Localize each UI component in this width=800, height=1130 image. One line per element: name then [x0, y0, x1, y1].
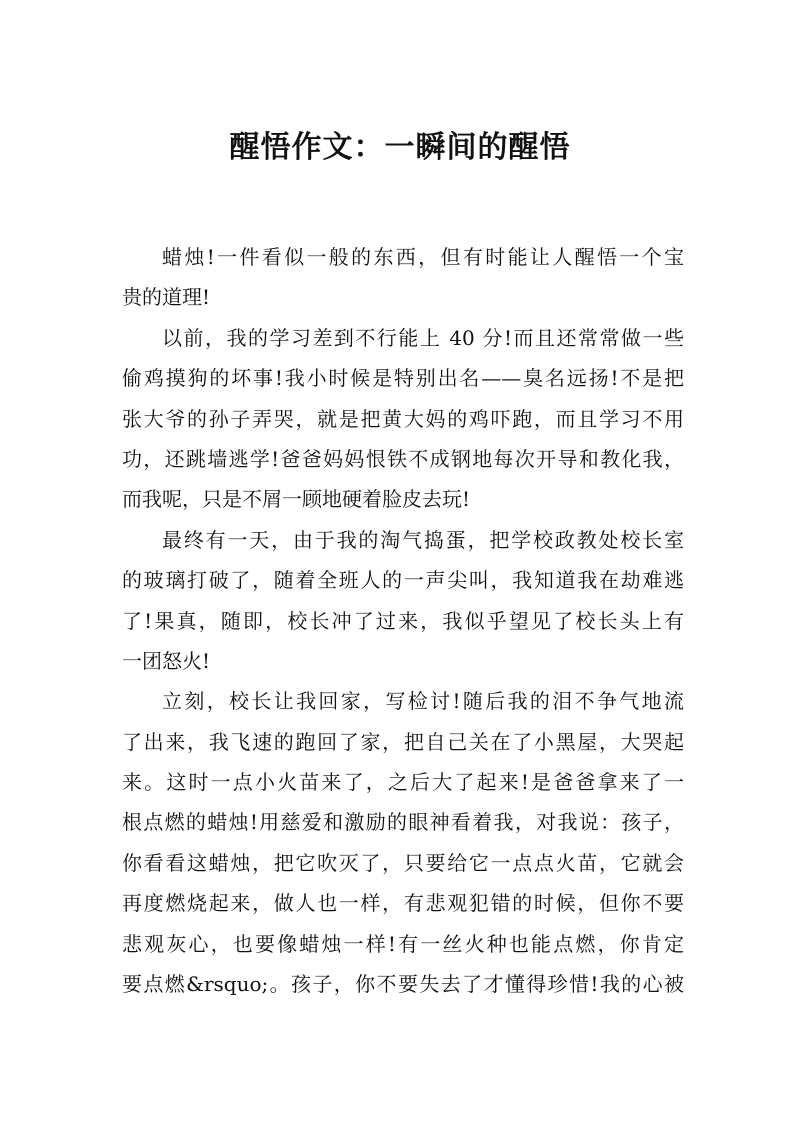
paragraph-4-line-3: 来。这时一点小火苗来了，之后大了起来!是爸爸拿来了一: [122, 770, 684, 795]
paragraph-4-line-6: 再度燃烧起来，做人也一样，有悲观犯错的时候，但你不要: [122, 891, 684, 916]
paragraph-4-line-2: 了出来，我飞速的跑回了家，把自己关在了小黑屋，大哭起: [122, 729, 684, 754]
paragraph-3-line-2: 的玻璃打破了，随着全班人的一声尖叫，我知道我在劫难逃: [122, 568, 684, 593]
document-title: 醒悟作文：一瞬间的醒悟: [229, 130, 571, 165]
paragraph-1-line-1: 蜡烛!一件看似一般的东西，但有时能让人醒悟一个宝: [162, 245, 684, 269]
paragraph-1-line-2: 贵的道理!: [122, 285, 211, 310]
paragraph-3-line-3: 了!果真，随即，校长冲了过来，我似乎望见了校长头上有: [122, 608, 684, 633]
paragraph-4-line-7: 悲观灰心，也要像蜡烛一样!有一丝火种也能点燃，你肯定: [122, 931, 684, 956]
paragraph-3-line-1: 最终有一天，由于我的淘气捣蛋，把学校政教处校长室: [162, 527, 684, 552]
document-body: [122, 237, 684, 1004]
paragraph-2-line-2: 偷鸡摸狗的坏事!我小时候是特别出名——臭名远扬!不是把: [122, 366, 684, 391]
paragraph-3-line-4: 一团怒火!: [122, 648, 211, 673]
paragraph-2-line-1: 以前，我的学习差到不行能上 40 分!而且还常常做一些: [162, 325, 684, 350]
paragraph-4-line-8: 要点燃&rsquo;。孩子，你不要失去了才懂得珍惜!我的心被: [122, 972, 684, 997]
paragraph-4-line-4: 根点燃的蜡烛!用慈爱和激励的眼神看着我，对我说：孩子，: [122, 810, 684, 835]
paragraph-2-line-5: 而我呢，只是不屑一顾地硬着脸皮去玩!: [122, 487, 471, 512]
paragraph-4-line-5: 你看看这蜡烛，把它吹灭了，只要给它一点点火苗，它就会: [122, 850, 684, 875]
paragraph-2-line-4: 功，还跳墙逃学!爸爸妈妈恨铁不成钢地每次开导和教化我，: [122, 446, 684, 471]
paragraph-2-line-3: 张大爷的孙子弄哭，就是把黄大妈的鸡吓跑，而且学习不用: [122, 406, 684, 431]
paragraph-4-line-1: 立刻，校长让我回家，写检讨!随后我的泪不争气地流: [162, 689, 684, 714]
